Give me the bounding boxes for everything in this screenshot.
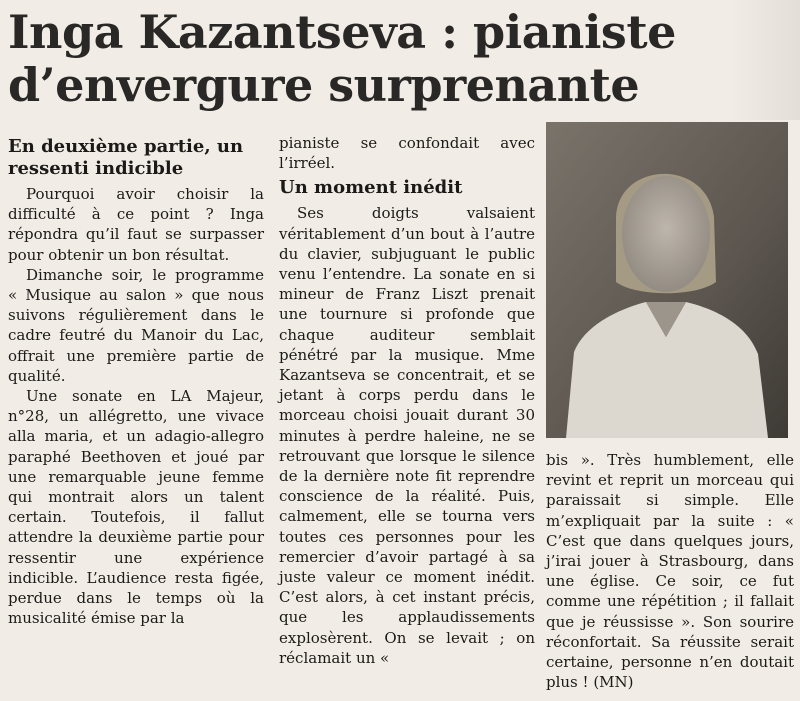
article-column-3 xyxy=(546,450,794,692)
section-heading-2: Un moment inédit xyxy=(279,177,463,199)
article-column-2 xyxy=(279,133,535,668)
paragraph-continued: pianiste se confondait avec l’irréel. xyxy=(279,134,535,173)
pianist-photo xyxy=(546,122,788,438)
portrait-illustration xyxy=(546,122,788,438)
paragraph: Dimanche soir, le programme « Musique au salon » que nous suivons régulièrement dans le cadre feutré du Manoir du Lac, offrait une première partie de qualité. xyxy=(8,265,264,385)
article-headline: Inga Kazantseva : pianiste d’envergure surprenante xyxy=(8,5,676,112)
paragraph: Une sonate en LA Majeur, n°28, un allégretto, une vivace alla maria, et un adagio-allegro paraphé Beethoven et joué par une remarquable jeune femme qui montrait alors un talent certain. Toutefois, il fallut attendre la deuxième partie pour ressentir une expérience indicible. L’audience resta figée, perdue dans le temps où la musicalité émise par la xyxy=(8,387,264,628)
paragraph: Ses doigts valsaient véritablement d’un bout à l’autre du clavier, subjuguant le public venu l’entendre. La sonate en si mineur de Franz Liszt prenait une tournure si profonde que chaque auditeur semblait pénétré par la musique. Mme Kazantseva se concentrait, et se jetant à corps perdu dans le morceau choisi jouait durant 30 minutes à perdre haleine, ne se retrouvant que lorsque le silence de la dernière note fit reprendre conscience de la réalité. Puis, calmement, elle se tourna vers toutes ces personnes pour les remercier d’avoir partagé à sa juste valeur ce moment inédit. C’est alors, à cet instant précis, que les applaudissements explosèrent. On se levait ; on réclamait un « xyxy=(279,204,535,667)
section-heading-1: En deuxième partie, un ressenti indicible xyxy=(8,136,244,179)
paragraph: Pourquoi avoir choisir la difficulté à ce point ? Inga répondra qu’il faut se surpasser pour obtenir un bon résultat. xyxy=(8,185,264,264)
article-column-1 xyxy=(8,136,264,628)
paragraph-continued: bis ». Très humblement, elle revint et reprit un morceau qui paraissait si simple. Elle m’expliquait par la suite : « C’est que dans quelques jours, j’irai jouer à Strasbourg, dans une église. Ce soir, ce fut comme une répétition ; il fallait que je réussisse ». Son sourire réconfortait. Sa réussite serait certaine, personne n’en doutait plus ! (MN) xyxy=(546,451,794,692)
